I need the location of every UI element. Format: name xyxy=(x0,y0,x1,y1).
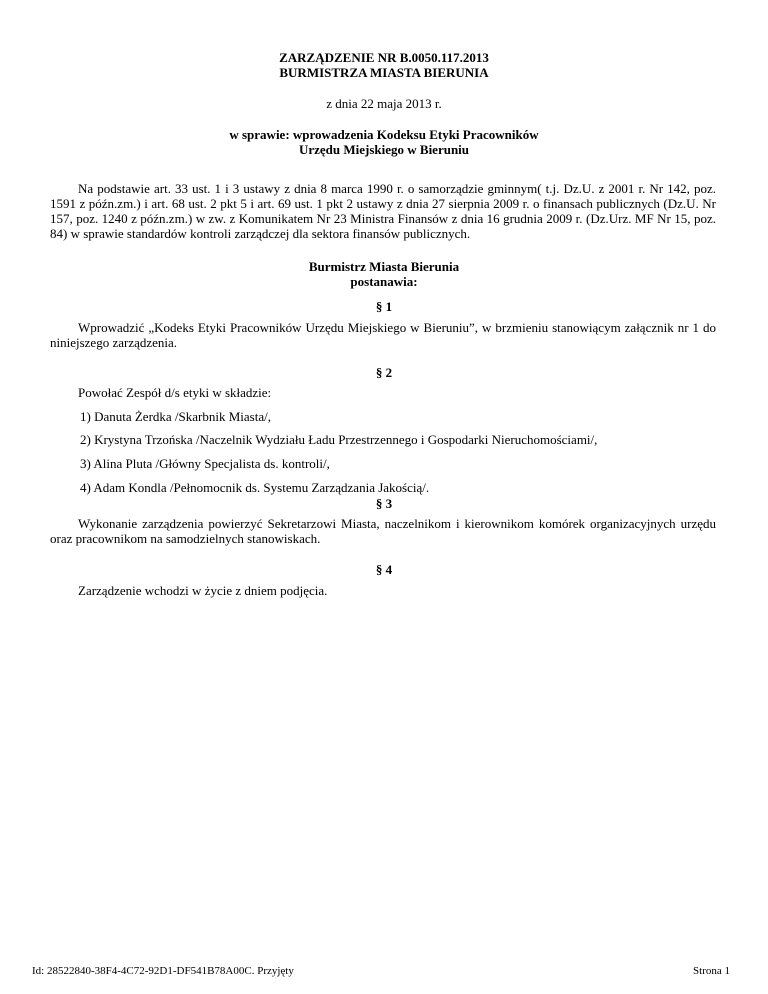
document-title xyxy=(0,50,768,80)
section-4-heading: § 4 xyxy=(375,562,393,577)
footer-document-id: Id: 28522840-38F4-4C72-92D1-DF541B78A00C. Przyjęty xyxy=(32,965,294,977)
section-4-text: Zarządzenie wchodzi w życie z dniem podjęcia. xyxy=(78,583,328,598)
section-1-text: Wprowadzić „Kodeks Etyki Pracowników Urzędu Miejskiego w Bieruniu”, w brzmieniu stanowiącym załącznik nr 1 do niniejszego zarządzenia. xyxy=(50,320,716,350)
subject-line-2: Urzędu Miejskiego w Bieruniu xyxy=(298,142,470,157)
section-3-text: Wykonanie zarządzenia powierzyć Sekretarzowi Miasta, naczelnikom i kierownikom komórek organizacyjnych urzędu oraz pracownikom na samodzielnych stanowiskach. xyxy=(50,516,716,546)
decision-line-1: Burmistrz Miasta Bierunia xyxy=(308,259,460,274)
footer-page-number: Strona 1 xyxy=(693,965,730,977)
section-3-heading: § 3 xyxy=(375,496,393,511)
list-item: 1) Danuta Żerdka /Skarbnik Miasta/, xyxy=(80,409,271,424)
decision-block xyxy=(0,259,768,289)
decision-line-2: postanawia: xyxy=(350,274,418,289)
list-item: 3) Alina Pluta /Główny Specjalista ds. kontroli/, xyxy=(80,456,330,471)
section-2-heading: § 2 xyxy=(375,365,393,380)
list-item: 4) Adam Kondla /Pełnomocnik ds. Systemu Zarządzania Jakością/. xyxy=(80,480,430,495)
subject-line-1: w sprawie: wprowadzenia Kodeksu Etyki Pracowników xyxy=(229,127,539,142)
preamble: Na podstawie art. 33 ust. 1 i 3 ustawy z dnia 8 marca 1990 r. o samorządzie gminnym( t.j. Dz.U. z 2001 r. Nr 142, poz. 1591 z późn.zm.) i art. 68 ust. 2 pkt 5 i art. 69 ust. 1 pkt 2 ustawy z dnia 27 sierpnia 2009 r. o finansach publicznych (Dz.U. Nr 157, poz. 1240 z późn.zm.) w zw. z Komunikatem Nr 23 Ministra Finansów z dnia 16 grudnia 2009 r. (Dz.Urz. MF Nr 15, poz. 84) w sprawie standardów kontroli zarządczej dla sektora finansów publicznych. xyxy=(50,181,716,241)
title-line-2: BURMISTRZA MIASTA BIERUNIA xyxy=(279,65,489,80)
section-1-heading: § 1 xyxy=(375,299,393,314)
section-2-intro: Powołać Zespół d/s etyki w składzie: xyxy=(78,385,272,400)
title-line-1: ZARZĄDZENIE NR B.0050.117.2013 xyxy=(279,50,489,65)
list-item: 2) Krystyna Trzońska /Naczelnik Wydziału Ładu Przestrzennego i Gospodarki Nieruchomościami/, xyxy=(80,432,598,447)
document-date: z dnia 22 maja 2013 r. xyxy=(326,96,442,111)
document-subject xyxy=(0,127,768,157)
